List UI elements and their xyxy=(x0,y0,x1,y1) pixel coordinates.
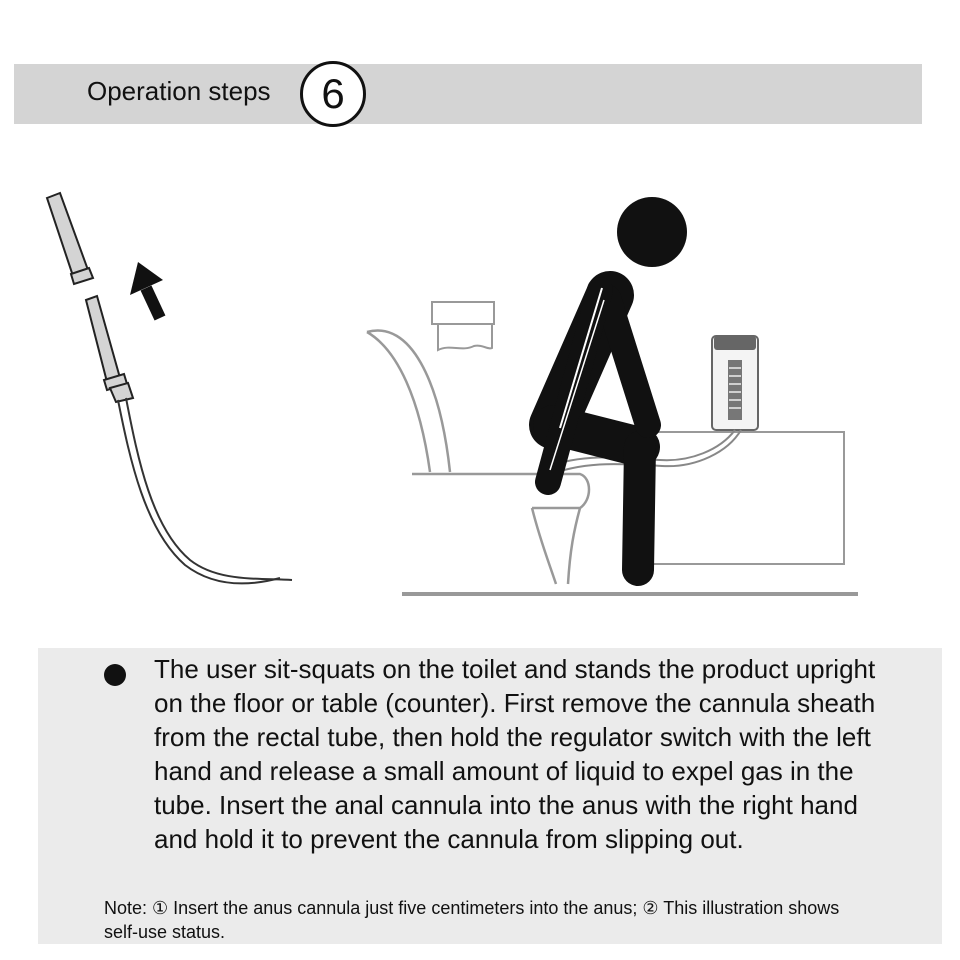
toilet-paper-holder-icon xyxy=(432,302,494,350)
up-arrow-icon xyxy=(130,262,163,318)
operation-illustration xyxy=(0,130,960,650)
counter-table-icon xyxy=(648,432,844,564)
instruction-text: The user sit-squats on the toilet and stands the product upright on the floor or table (counter). First remove the cannula sheath from the rectal tube, then hold the regulator switch with the left hand and release a small amount of liquid to expel gas in the tube. Insert the anal cannula into the anus with the right hand and hold it to prevent the cannula from slipping out. xyxy=(154,654,876,854)
page-title: Operation steps xyxy=(87,76,271,106)
rectal-tube-icon xyxy=(86,296,292,584)
step-number-badge xyxy=(300,61,366,127)
cannula-sheath-icon xyxy=(47,193,93,284)
step-number: 6 xyxy=(321,70,345,117)
note-text: Note: ① Insert the anus cannula just five centimeters into the anus; ② This illustration shows self-use status. xyxy=(104,898,840,942)
bullet-icon xyxy=(104,664,126,686)
person-squatting-icon xyxy=(548,197,687,570)
